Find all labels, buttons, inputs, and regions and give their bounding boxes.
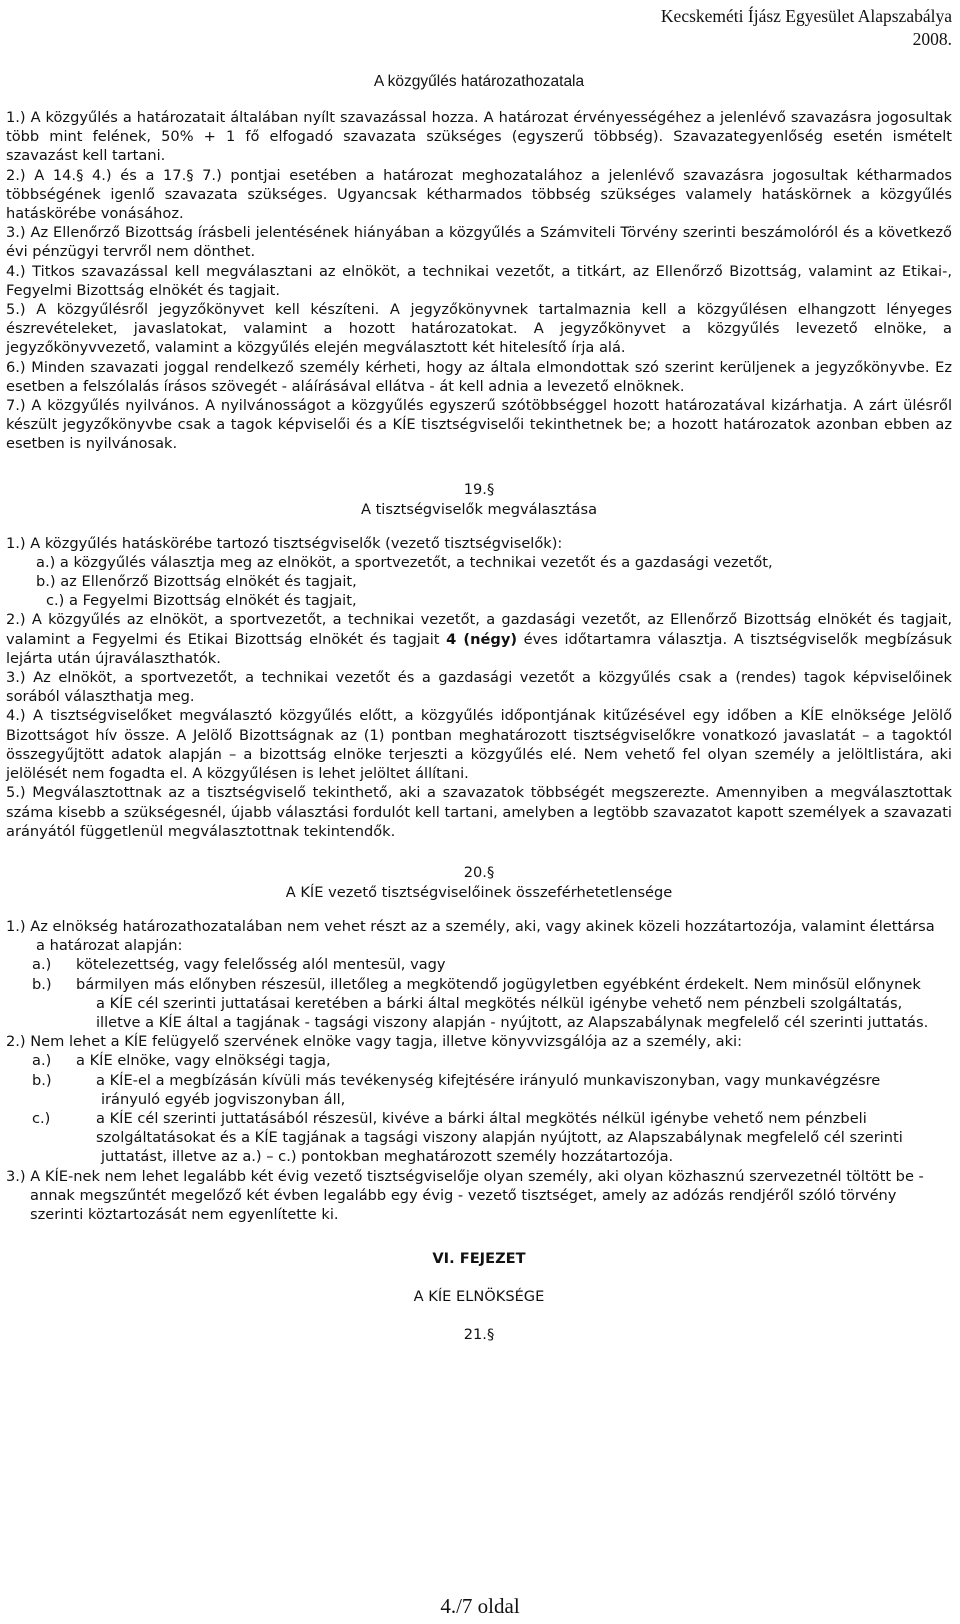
list-text: a KÍE elnöke, vagy elnökségi tagja,: [76, 1052, 331, 1070]
list-text: a KÍE cél szerinti juttatásából részesül, kivéve a bárki által megkötés nélkül igénybe vehető nem pénzbeli: [96, 1109, 867, 1127]
paragraph: 2.) A 14.§ 4.) és a 17.§ 7.) pontjai esetében a határozat meghozatalához a jelenlévő szavazásra jogosultak kétharmados többségének igenlő szavazata szükséges. Ugyancsak kétharmados többség szükséges valamely hatáskörnek a közgyűlés hatáskörébe vonásához.: [6, 166, 952, 223]
section-number-20: 20.§: [463, 863, 495, 881]
list-marker: a.): [32, 1052, 52, 1070]
document-year: 2008.: [912, 29, 952, 49]
section-title-20: A KÍE vezető tisztségviselőinek összeférhetetlensége: [285, 883, 673, 901]
paragraph-continuation: annak megszűntét megelőző két évben legalább egy évig - vezető tisztséget, amely az adózás rendjéről szóló törvény: [30, 1186, 897, 1204]
paragraph: 2.) Nem lehet a KÍE felügyelő szervének elnöke vagy tagja, illetve könyvvizsgálója az a személy, aki:: [6, 1033, 743, 1051]
paragraph: [6, 610, 952, 668]
list-item: b.) az Ellenőrző Bizottság elnökét és tagjait,: [36, 573, 357, 591]
list-continuation: a KÍE cél szerinti juttatásai keretében a bárki által megkötés nélkül igénybe vehető nem pénzbeli szolgáltatás,: [96, 994, 903, 1012]
chapter-subheading: A KÍE ELNÖKSÉGE: [413, 1288, 545, 1306]
list-continuation: irányuló egyéb jogviszonyban áll,: [101, 1090, 346, 1108]
bold-term: 4 (négy): [446, 630, 518, 648]
list-marker: a.): [32, 956, 52, 974]
document-title: Kecskeméti Íjász Egyesület Alapszabálya: [660, 6, 952, 26]
list-continuation: illetve a KÍE által a tagjának - tagsági viszony alapján - nyújtott, az Alapszabálynak megfelelő cél szerinti juttatás.: [96, 1013, 929, 1031]
paragraph-intro: a határozat alapján:: [36, 937, 183, 955]
list-marker: b.): [32, 975, 52, 993]
paragraph: 1.) A közgyűlés a határozatait általában nyílt szavazással hozza. A határozat érvényességéhez a jelenlévő szavazásra jogosultak több mint felének, 50% + 1 fő elfogadó szavazata szükséges (egyszerű többség). Szavazategyenlőség esetén ismételt szavazást kell tartani.: [6, 109, 952, 165]
list-marker: b.): [32, 1071, 52, 1089]
page-number: 4./7 oldal: [440, 1594, 520, 1618]
paragraph: 3.) A KÍE-nek nem lehet legalább két évig vezető tisztségviselője olyan személy, aki olyan közhasznú szervezetnél töltött be -: [6, 1167, 924, 1185]
paragraph: 3.) Az elnököt, a sportvezetőt, a technikai vezetőt és a gazdasági vezetőt a közgyűlés csak a (rendes) tagok képviselőinek sorából választhatja meg.: [6, 669, 952, 706]
list-item: [6, 955, 952, 974]
list-continuation: juttatást, illetve az a.) – c.) pontokban meghatározott személy hozzátartozója.: [101, 1148, 674, 1166]
paragraph: 1.) A közgyűlés hatáskörébe tartozó tisztségviselők (vezető tisztségviselők):: [6, 534, 563, 552]
section-number-19: 19.§: [463, 480, 495, 498]
paragraph: 5.) A közgyűlésről jegyzőkönyvet kell készíteni. A jegyzőkönyvnek tartalmaznia kell a közgyűlésen elhangzott lényeges észrevételeket, javaslatokat, valamint a hozott határozatokat. A jegyzőkönyvet a közgyűlés levezető elnöke, a jegyzőkönyvvezető, valamint a közgyűlés elején megválasztott két hitelesítő írja alá.: [6, 301, 952, 357]
chapter-heading: VI. FEJEZET: [432, 1250, 526, 1268]
list-marker: c.): [32, 1109, 51, 1127]
paragraph: 6.) Minden szavazati joggal rendelkező személy kérheti, hogy az általa elmondottak szó szerint kerüljenek a jegyzőkönyvbe. Ez esetben a felszólalás írásos szövegét - aláírásával ellátva - át kell adnia a levezető elnöknek.: [6, 358, 952, 395]
document-body: [6, 72, 952, 1345]
document-header: [661, 5, 952, 51]
list-item: a.) a közgyűlés választja meg az elnököt, a sportvezetőt, a technikai vezetőt és a gazdasági vezetőt,: [36, 553, 773, 571]
list-item: [6, 1109, 952, 1128]
list-item: [6, 975, 952, 994]
paragraph: 5.) Megválasztottnak az a tisztségviselő tekinthető, aki a szavazatok többségét megszerezte. Amennyiben a megválasztottak száma kisebb a szükségesnél, újabb választási fordulót kell tartani, amelyben a legtöbb szavazatot kapott személyek a szavazati arányától függetlenül megválasztottnak tekintendők.: [6, 784, 952, 840]
list-text: bármilyen más előnyben részesül, illetőleg a megkötendő jogügyletben egyébként érdekelt. Nem minősül előnynek: [76, 975, 921, 993]
list-item: c.) a Fegyelmi Bizottság elnökét és tagjait,: [46, 592, 357, 610]
list-item: [6, 1071, 952, 1090]
text-run: éves időtartamra választja. A tisztségviselők megbízásuk lejárta után újraválaszthatók.: [6, 630, 953, 667]
list-continuation: szolgáltatásokat és a KÍE tagjának a tagsági viszony alapján nyújtott, az Alapszabálynak megfelelő cél szerinti: [96, 1129, 903, 1147]
paragraph: 3.) Az Ellenőrző Bizottság írásbeli jelentésének hiányában a közgyűlés a Számviteli Törvény szerinti beszámolóról és a következő évi pénzügyi tervről nem dönthet.: [6, 224, 952, 261]
list-text: kötelezettség, vagy felelősség alól mentesül, vagy: [76, 956, 446, 974]
paragraph: 4.) Titkos szavazással kell megválasztani az elnököt, a technikai vezetőt, a titkárt, az Ellenőrző Bizottság, valamint az Etikai-, Fegyelmi Bizottság elnökét és tagjait.: [6, 262, 952, 299]
list-text: a KÍE-el a megbízásán kívüli más tevékenység kifejtésére irányuló munkaviszonyban, vagy munkavégzésre: [96, 1071, 881, 1089]
section-title-voting: A közgyűlés határozathozatala: [373, 73, 585, 90]
section-number-21: 21.§: [463, 1326, 495, 1344]
paragraph: 4.) A tisztségviselőket megválasztó közgyűlés előtt, a közgyűlés időpontjának kitűzésével egy időben a KÍE elnöksége Jelölő Bizottságot hív össze. A Jelölő Bizottságnak az (1) pontban meghatározott tisztségviselőkre vonatkozó javaslatát – a tagoktól összegyűjtött adatok alapján – a bizottság elnöke terjeszti a közgyűlés elé. Nem vehető fel olyan személy a jelöltlistára, aki jelölését nem fogadta el. A közgyűlésen is lehet jelöltet állítani.: [6, 707, 952, 783]
paragraph-continuation: szerinti köztartozását nem egyenlítette ki.: [30, 1205, 339, 1223]
paragraph: 7.) A közgyűlés nyilvános. A nyilvánosságot a közgyűlés egyszerű szótöbbséggel hozott határozatával kizárhatja. A zárt ülésről készült jegyzőkönyvbe csak a tagok képviselői és a KÍE tisztségviselői tekinthetnek be; a hozott határozatok azonban ebben az esetben is nyilvánosak.: [6, 397, 952, 453]
text-run: 2.) A közgyűlés az elnököt, a sportvezetőt, a technikai vezetőt, a gazdasági vezetőt, az Ellenőrző Bizottság elnökét és tagjait, valamint a Fegyelmi és Etikai Bizottság elnökét és tagjait: [6, 611, 952, 648]
paragraph: 1.) Az elnökség határozathozatalában nem vehet részt az a személy, aki, vagy akinek közeli hozzátartozója, valamint élettársa: [6, 917, 935, 935]
list-item: [6, 1051, 952, 1070]
section-title-19: A tisztségviselők megválasztása: [360, 500, 598, 518]
